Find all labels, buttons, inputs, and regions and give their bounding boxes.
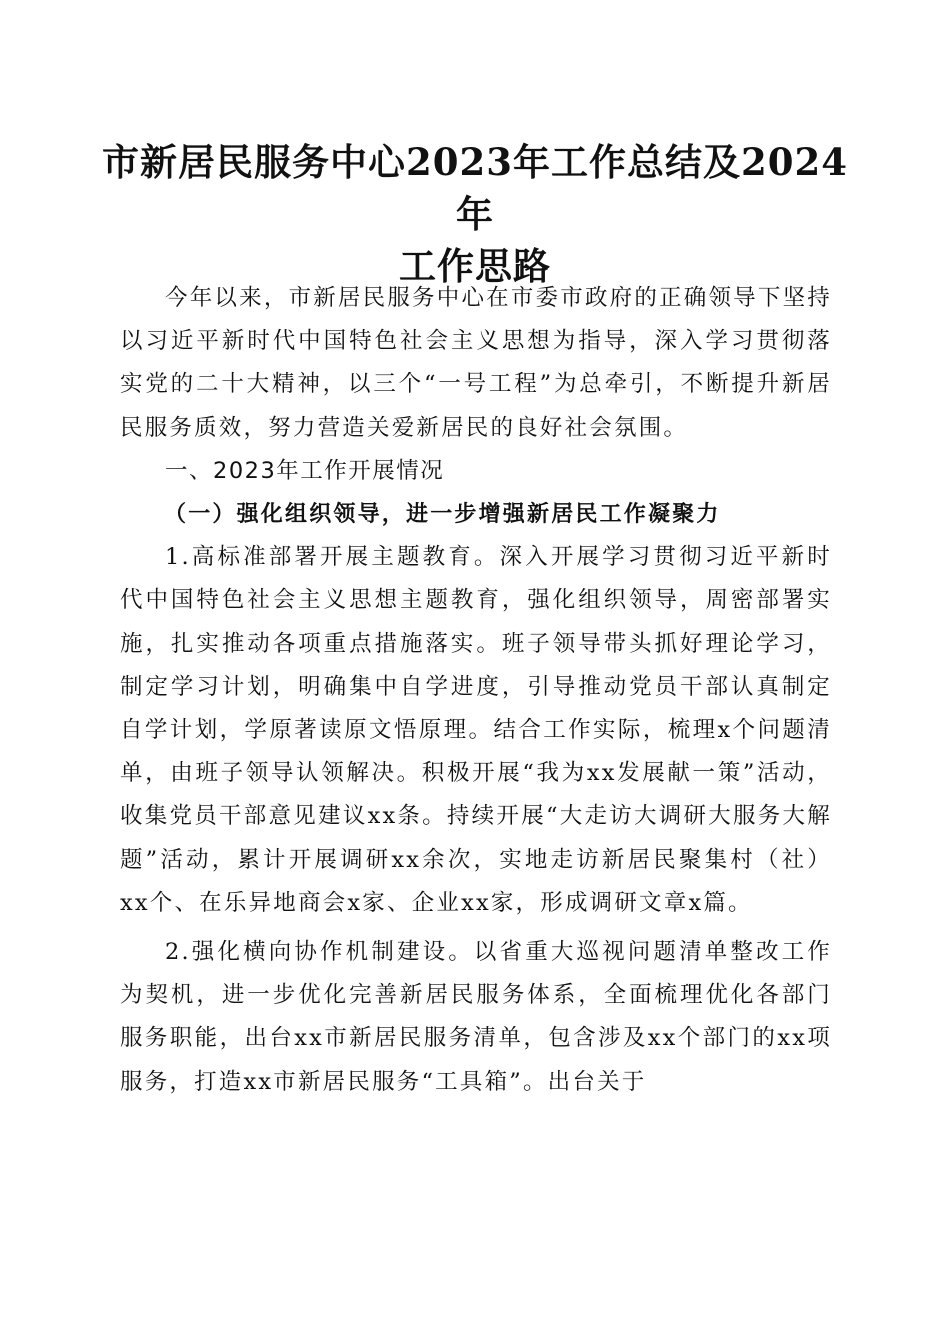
item-paragraph-1: 1.高标准部署开展主题教育。深入开展学习贯彻习近平新时代中国特色社会主义思想主题教育，强化组织领导，周密部署实施，扎实推动各项重点措施落实。班子领导带头抓好理论学习，制定学习计划，明确集中自学进度，引导推动党员干部认真制定自学计划，学原著读原文悟原理。结合工作实际，梳理x个问题清单，由班子领导认领解决。积极开展“我为xx发展献一策”活动，收集党员干部意见建议xx条。持续开展“大走访大调研大服务大解题”活动，累计开展调研xx余次，实地走访新居民聚集村（社）xx个、在乐异地商会x家、企业xx家，形成调研文章x篇。 <box>120 544 832 916</box>
title-line-1: 市新居民服务中心2023年工作总结及2024年 <box>102 140 848 236</box>
section-heading-1: 一、2023年工作开展情况 <box>165 457 445 484</box>
subsection-heading-1: （一）强化组织领导，进一步增强新居民工作凝聚力 <box>164 501 721 528</box>
title-line-2: 工作思路 <box>399 244 551 288</box>
document-title <box>90 136 860 292</box>
document-body <box>120 277 832 1104</box>
intro-paragraph: 今年以来，市新居民服务中心在市委市政府的正确领导下坚持以习近平新时代中国特色社会主义思想为指导，深入学习贯彻落实党的二十大精神，以三个“一号工程”为总牵引，不断提升新居民服务质效，努力营造关爱新居民的良好社会氛围。 <box>120 285 832 441</box>
item-paragraph-2: 2.强化横向协作机制建设。以省重大巡视问题清单整改工作为契机，进一步优化完善新居民服务体系，全面梳理优化各部门服务职能，出台xx市新居民服务清单，包含涉及xx个部门的xx项服务，打造xx市新居民服务“工具箱”。出台关于 <box>120 939 832 1095</box>
